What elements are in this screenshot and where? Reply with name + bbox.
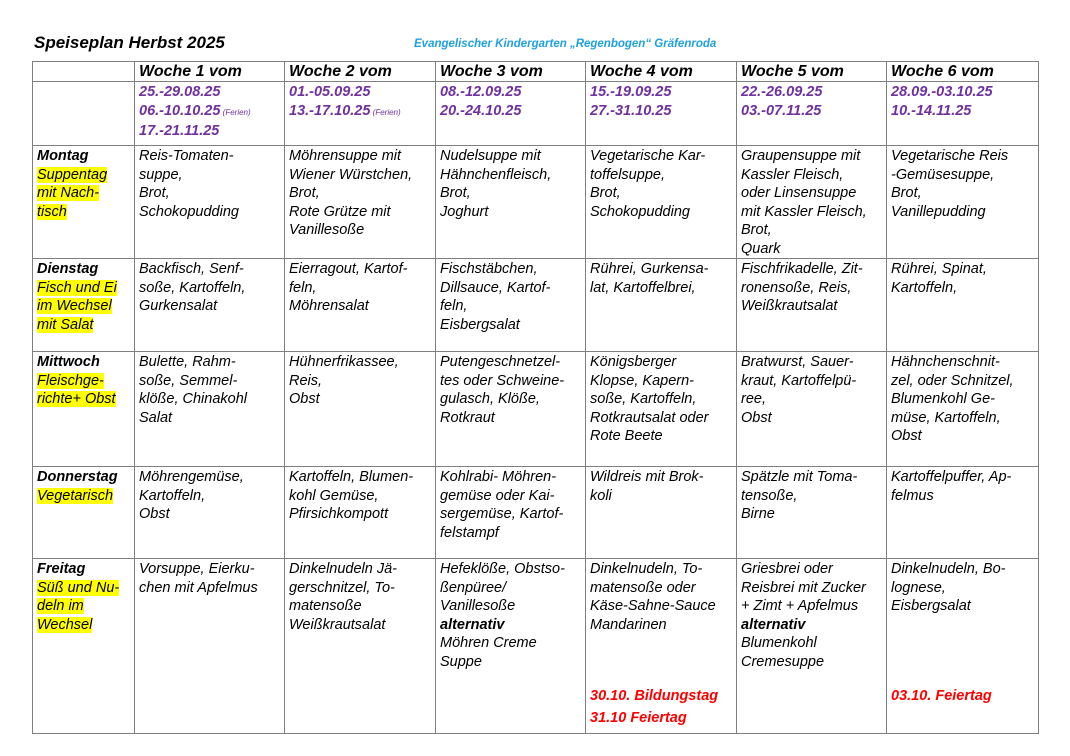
day-row-donnerstag [33,467,1039,559]
meal-line: Reis, [289,372,323,389]
meal-line: lat, Kartoffelbrei, [590,279,696,296]
meal-line: alternativ [741,616,806,633]
meal-line: gulasch, Klöße, [440,391,540,407]
meal-line: Blumenkohl Ge- [891,391,995,407]
day-cell-mittwoch [33,352,135,467]
meal-line: lognese, [891,579,946,596]
day-cell-dienstag [33,259,135,352]
week-header-row [33,62,1039,82]
meal-cell [737,559,887,734]
meal-cell [887,467,1039,559]
meal-cell [285,352,436,467]
meal-line: Obst [289,391,320,407]
meal-cell [135,146,285,259]
week-date-range: 28.09.-03.10.25 [891,84,993,100]
week-dates-4 [586,82,737,146]
meal-line: Rotkrautsalat oder [590,409,709,426]
week-date-range: 08.-12.09.25 [440,84,522,100]
meal-cell [135,559,285,734]
meal-cell [436,146,586,259]
meal-cell [586,259,737,352]
week-header-6: Woche 6 vom [887,62,1039,82]
meal-line: Rotkraut [440,409,495,426]
meal-line: Weißkrautsalat [289,616,386,633]
meal-line: Brot, [741,222,772,238]
meal-line: Eisbergsalat [440,316,520,333]
meal-plan-table [32,61,1039,734]
meal-cell [135,259,285,352]
day-name: Donnerstag [37,469,118,485]
week-dates-1 [135,82,285,146]
meal-line: Rote Grütze mit [289,203,391,220]
meal-line: Brot, [139,185,170,201]
meal-line: Spätzle mit Toma- [741,469,858,485]
holiday-line: 30.10. Bildungstag [590,688,719,704]
meal-line: Kartoffeln, [891,279,958,296]
day-theme: Wechsel [37,616,93,633]
meal-line: Hähnchenfleisch, [440,166,552,183]
meal-cell [586,559,737,734]
week-header-4: Woche 4 vom [586,62,737,82]
meal-line: Vanillesoße [289,222,365,238]
meal-line: alternativ [440,616,505,633]
meal-line: matensoße oder [590,579,696,596]
meal-line: Weißkrautsalat [741,298,838,314]
week-date-range: 25.-29.08.25 [139,84,221,100]
meal-line: mit Kassler Fleisch, [741,203,867,220]
day-cell-donnerstag [33,467,135,559]
meal-line: Möhrensalat [289,298,369,314]
meal-line: felmus [891,487,934,504]
meal-line: Rührei, Gurkensa- [590,261,709,277]
meal-line: ree, [741,391,766,407]
meal-line: Vanillepudding [891,203,986,220]
meal-line: soße, Semmel- [139,372,238,389]
day-theme: Fleischge- [37,372,104,389]
meal-line: tes oder Schweine- [440,372,565,389]
meal-line: Reisbrei mit Zucker [741,579,866,596]
week-date-range: 22.-26.09.25 [741,84,823,100]
meal-line: Gurkensalat [139,298,218,314]
corner-cell [33,62,135,82]
day-theme: Vegetarisch [37,487,114,504]
meal-line: koli [590,487,612,504]
meal-line: Fischfrikadelle, Zit- [741,261,863,277]
meal-cell [586,467,737,559]
meal-cell [436,259,586,352]
meal-line: Dinkelnudeln Jä- [289,561,398,577]
meal-line: Pfirsichkompott [289,506,389,522]
meal-line: matensoße [289,598,362,614]
day-name: Mittwoch [37,354,100,370]
week-dates-row [33,82,1039,146]
kindergarten-name: Evangelischer Kindergarten „Regenbogen“ Gräfenroda [414,38,717,50]
meal-cell [135,352,285,467]
day-row-dienstag [33,259,1039,352]
meal-cell [285,259,436,352]
meal-line: Möhrengemüse, [139,469,244,485]
meal-line: Reis-Tomaten- [139,148,234,164]
meal-line: chen mit Apfelmus [139,579,258,596]
meal-line: Königsberger [590,354,677,370]
meal-line: Mandarinen [590,616,667,633]
week-dates-2 [285,82,436,146]
meal-line: oder Linsensuppe [741,185,857,201]
day-row-mittwoch [33,352,1039,467]
holiday-line: 31.10 Feiertag [590,710,687,726]
meal-line: Suppe [440,653,482,670]
day-row-montag [33,146,1039,259]
week-header-5: Woche 5 vom [737,62,887,82]
week-dates-5 [737,82,887,146]
meal-line: Klopse, Kapern- [590,372,694,389]
meal-line: Birne [741,506,775,522]
meal-line: Käse-Sahne-Sauce [590,598,716,614]
meal-cell [135,467,285,559]
day-theme: im Wechsel [37,298,112,314]
day-theme: Süß und Nu- [37,579,120,596]
meal-line: Vegetarische Reis [891,148,1009,164]
day-theme: Suppentag [37,166,108,183]
meal-cell [436,352,586,467]
meal-line: Schokopudding [590,203,690,220]
week-date-range: 10.-14.11.25 [891,102,972,119]
ferien-label: (Ferien) [220,107,251,117]
day-theme: deln im [37,598,84,614]
meal-line: gemüse oder Kai- [440,487,555,504]
week-header-1: Woche 1 vom [135,62,285,82]
week-date-range: 20.-24.10.25 [440,102,522,119]
meal-line: Hefeklöße, Obstso- [440,561,565,577]
meal-line: -Gemüsesuppe, [891,166,995,183]
week-date-range: 03.-07.11.25 [741,102,822,119]
meal-line: Salat [139,409,173,426]
meal-line: kraut, Kartoffelpü- [741,372,857,389]
meal-line: Kartoffeln, [139,487,206,504]
meal-cell [887,352,1039,467]
week-date-range: 06.-10.10.25 (Ferien) [139,102,251,119]
meal-line: Bratwurst, Sauer- [741,354,854,370]
meal-line: Kohlrabi- Möhren- [440,469,557,485]
meal-cell [887,559,1039,734]
day-theme: richte+ Obst [37,391,116,407]
meal-line: Wiener Würstchen, [289,166,413,183]
meal-line: ßenpüree/ [440,579,507,596]
meal-line: soße, Kartoffeln, [139,279,246,296]
meal-line: soße, Kartoffeln, [590,391,697,407]
meal-line: Möhrensuppe mit [289,148,402,164]
meal-line: Obst [139,506,170,522]
meal-line: kohl Gemüse, [289,487,379,504]
meal-cell [887,259,1039,352]
day-theme: mit Nach- [37,185,100,201]
meal-line: Kassler Fleisch, [741,166,844,183]
week-date-range: 13.-17.10.25 (Ferien) [289,102,401,119]
meal-cell [887,146,1039,259]
meal-line: Eisbergsalat [891,598,971,614]
meal-cell [285,559,436,734]
day-row-freitag [33,559,1039,734]
meal-line: Joghurt [440,203,489,220]
day-theme: tisch [37,203,67,220]
day-name: Montag [37,148,89,164]
meal-line: suppe, [139,166,183,183]
meal-line: Brot, [891,185,922,201]
day-name: Freitag [37,561,86,577]
meal-line: Eierragout, Kartof- [289,261,408,277]
meal-cell [285,146,436,259]
day-theme: Fisch und Ei [37,279,117,296]
week-date-range: 15.-19.09.25 [590,84,672,100]
meal-line: Hühnerfrikassee, [289,354,399,370]
meal-line: Rührei, Spinat, [891,261,987,277]
meal-cell [586,352,737,467]
meal-line: Obst [891,428,922,444]
week-date-range: 17.-21.11.25 [139,123,220,139]
holiday-note [590,685,718,729]
meal-line: Kartoffelpuffer, Ap- [891,469,1012,485]
meal-line: Rote Beete [590,428,663,444]
meal-line: Schokopudding [139,203,239,220]
meal-cell [737,467,887,559]
meal-line: Dillsauce, Kartof- [440,279,551,296]
meal-cell [586,146,737,259]
meal-cell [436,559,586,734]
meal-line: gerschnitzel, To- [289,579,395,596]
meal-line: zel, oder Schnitzel, [891,372,1014,389]
week-header-2: Woche 2 vom [285,62,436,82]
meal-cell [285,467,436,559]
meal-line: Griesbrei oder [741,561,833,577]
meal-line: Möhren Creme [440,635,537,651]
meal-line: Vegetarische Kar- [590,148,706,164]
day-theme: mit Salat [37,316,94,333]
meal-line: Brot, [289,185,320,201]
meal-line: sergemüse, Kartof- [440,506,564,522]
week-dates-3 [436,82,586,146]
meal-line: tensoße, [741,487,798,504]
day-cell-montag [33,146,135,259]
day-cell-freitag [33,559,135,734]
meal-line: Hähnchenschnit- [891,354,1000,370]
meal-line: Vorsuppe, Eierku- [139,561,255,577]
meal-line: toffelsuppe, [590,166,665,183]
week-date-range: 27.-31.10.25 [590,102,672,119]
week-header-3: Woche 3 vom [436,62,586,82]
meal-line: Kartoffeln, Blumen- [289,469,414,485]
meal-line: Dinkelnudeln, To- [590,561,703,577]
meal-cell [737,259,887,352]
meal-line: Backfisch, Senf- [139,261,244,277]
dates-corner-cell [33,82,135,146]
meal-line: Bulette, Rahm- [139,354,236,370]
meal-line: Putengeschnetzel- [440,354,561,370]
holiday-line: 03.10. Feiertag [891,688,992,704]
meal-line: müse, Kartoffeln, [891,409,1001,426]
meal-line: Wildreis mit Brok- [590,469,704,485]
meal-line: Vanillesoße [440,598,516,614]
meal-cell [737,146,887,259]
meal-cell [436,467,586,559]
ferien-label: (Ferien) [370,107,401,117]
meal-line: Dinkelnudeln, Bo- [891,561,1006,577]
meal-line: Fischstäbchen, [440,261,538,277]
page-title: Speiseplan Herbst 2025 [34,33,225,52]
meal-line: Graupensuppe mit [741,148,861,164]
meal-line: Quark [741,240,781,257]
meal-line: klöße, Chinakohl [139,391,247,407]
meal-cell [737,352,887,467]
holiday-note [891,685,992,707]
meal-line: Brot, [590,185,621,201]
day-name: Dienstag [37,261,99,277]
meal-line: felstampf [440,524,499,541]
meal-line: Nudelsuppe mit [440,148,541,164]
meal-line: feln, [440,298,468,314]
meal-line: Brot, [440,185,471,201]
meal-line: + Zimt + Apfelmus [741,598,859,614]
meal-line: ronensoße, Reis, [741,279,852,296]
meal-line: Obst [741,409,772,426]
week-dates-6 [887,82,1039,146]
meal-line: Blumenkohl [741,635,817,651]
meal-line: feln, [289,279,317,296]
meal-line: Cremesuppe [741,653,825,670]
week-date-range: 01.-05.09.25 [289,84,371,100]
